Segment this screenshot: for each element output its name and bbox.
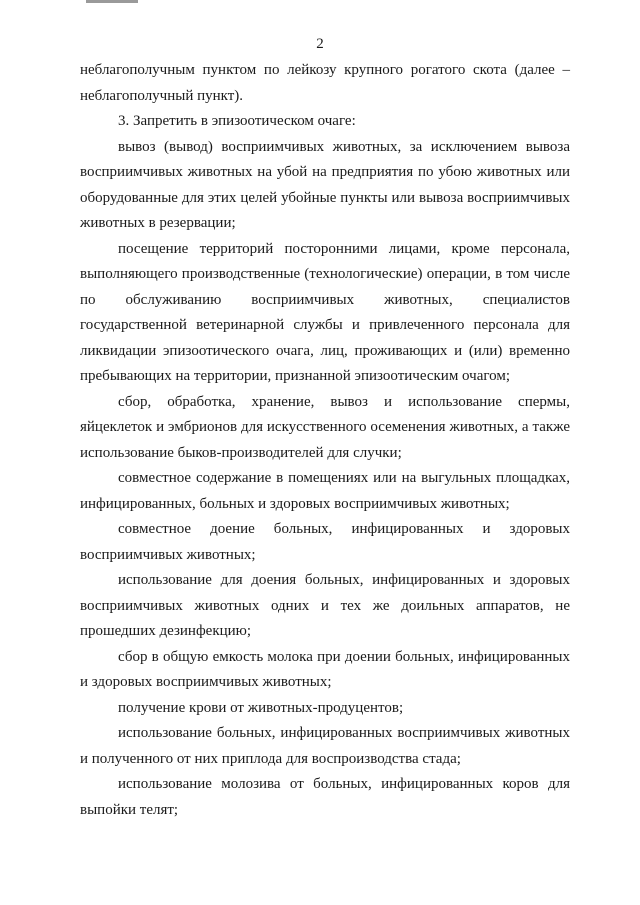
- paragraph-continuation: неблагополучным пунктом по лейкозу крупного рогатого скота (далее – неблагополучный пункт).: [80, 62, 570, 104]
- page-number: 2: [316, 36, 324, 52]
- paragraph-item: получение крови от животных-продуцентов;: [118, 699, 404, 716]
- paragraph-item: совместное доение больных, инфицированных и здоровых восприимчивых животных;: [80, 521, 570, 563]
- paragraph-section-3-heading: 3. Запретить в эпизоотическом очаге:: [118, 113, 356, 129]
- paragraph-item: посещение территорий посторонними лицами, кроме персонала, выполняющего производственные (технологические) операции, в том числе по обслуживанию восприимчивых животных, специалистов государственной ветеринарной службы и привлеченного персонала для ликвидации эпизоотического очага, лиц, проживающих и (или) временно пребывающих на территории, признанной эпизоотическим очагом;: [80, 240, 570, 384]
- paragraph-item: вывоз (вывод) восприимчивых животных, за исключением вывоза восприимчивых животных на убой на предприятия по убою животных или оборудованные для этих целей убойные пункты или вывоза восприимчивых животных в резервации;: [80, 138, 570, 231]
- paragraph-item: использование больных, инфицированных восприимчивых животных и полученного от них приплода для воспроизводства стада;: [80, 725, 570, 767]
- paragraph-item: использование для доения больных, инфицированных и здоровых восприимчивых животных одних и тех же доильных аппаратов, не прошедших дезинфекцию;: [80, 572, 570, 639]
- paragraph-item: сбор в общую емкость молока при доении больных, инфицированных и здоровых восприимчивых животных;: [80, 648, 570, 690]
- document-body: [80, 58, 570, 823]
- paragraph-item: использование молозива от больных, инфицированных коров для выпойки телят;: [80, 776, 570, 818]
- paragraph-item: сбор, обработка, хранение, вывоз и использование спермы, яйцеклеток и эмбрионов для искусственного осеменения животных, а также использование быков-производителей для случки;: [80, 393, 570, 461]
- scan-top-mark: [86, 0, 138, 3]
- paragraph-item: совместное содержание в помещениях или на выгульных площадках, инфицированных, больных и здоровых восприимчивых животных;: [80, 470, 570, 512]
